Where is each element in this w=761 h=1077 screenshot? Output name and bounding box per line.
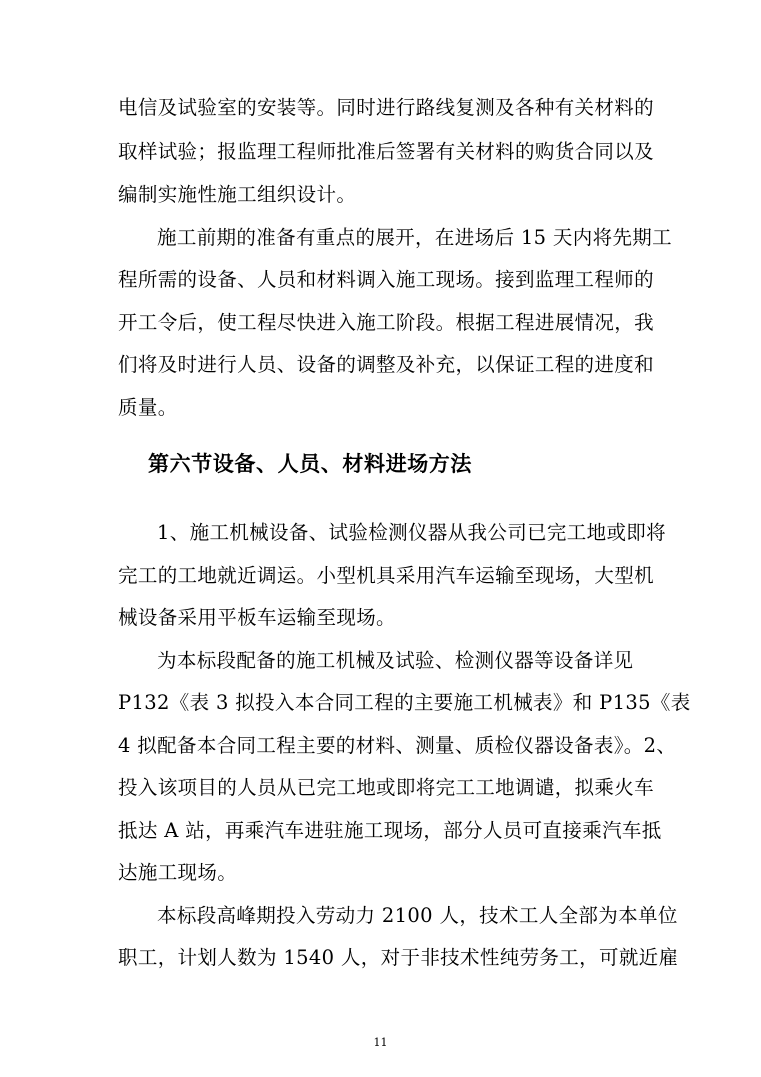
paragraph-4-line-2: P132《表 3 拟投入本合同工程的主要施工机械表》和 P135《表 xyxy=(118,691,691,714)
paragraph-3-line-1: 1、施工机械设备、试验检测仪器从我公司已完工地或即将 xyxy=(157,521,667,544)
paragraph-3-line-3: 械设备采用平板车运输至现场。 xyxy=(118,606,396,629)
page-number: 11 xyxy=(373,1036,388,1049)
paragraph-2-line-3: 开工令后，使工程尽快进入施工阶段。根据工程进展情况，我 xyxy=(118,311,654,334)
paragraph-4-line-3: 4 拟配备本合同工程主要的材料、测量、质检仪器设备表》。2、 xyxy=(118,734,677,757)
paragraph-2-line-2: 程所需的设备、人员和材料调入施工现场。接到监理工程师的 xyxy=(118,268,654,291)
paragraph-4-line-4: 投入该项目的人员从已完工地或即将完工工地调谴，拟乘火车 xyxy=(118,776,654,799)
paragraph-3-line-2: 完工的工地就近调运。小型机具采用汽车运输至现场，大型机 xyxy=(118,564,654,587)
section-heading: 第六节设备、人员、材料进场方法 xyxy=(148,452,472,476)
paragraph-2-line-5: 质量。 xyxy=(118,396,178,419)
paragraph-4-line-5: 抵达 A 站，再乘汽车进驻施工现场，部分人员可直接乘汽车抵 xyxy=(118,819,662,842)
paragraph-2-line-4: 们将及时进行人员、设备的调整及补充，以保证工程的进度和 xyxy=(118,353,654,376)
paragraph-1-line-1: 电信及试验室的安装等。同时进行路线复测及各种有关材料的 xyxy=(118,96,654,119)
paragraph-2-line-1: 施工前期的准备有重点的展开，在进场后 15 天内将先期工 xyxy=(157,226,673,249)
paragraph-4-line-6: 达施工现场。 xyxy=(118,861,238,884)
paragraph-5-line-2: 职工，计划人数为 1540 人，对于非技术性纯劳务工，可就近雇 xyxy=(118,946,679,969)
paragraph-5-line-1: 本标段高峰期投入劳动力 2100 人，技术工人全部为本单位 xyxy=(157,904,678,927)
paragraph-1-line-2: 取样试验；报监理工程师批准后签署有关材料的购货合同以及 xyxy=(118,140,654,163)
paragraph-4-line-1: 为本标段配备的施工机械及试验、检测仪器等设备详见 xyxy=(157,649,634,672)
paragraph-1-line-3: 编制实施性施工组织设计。 xyxy=(118,183,357,206)
